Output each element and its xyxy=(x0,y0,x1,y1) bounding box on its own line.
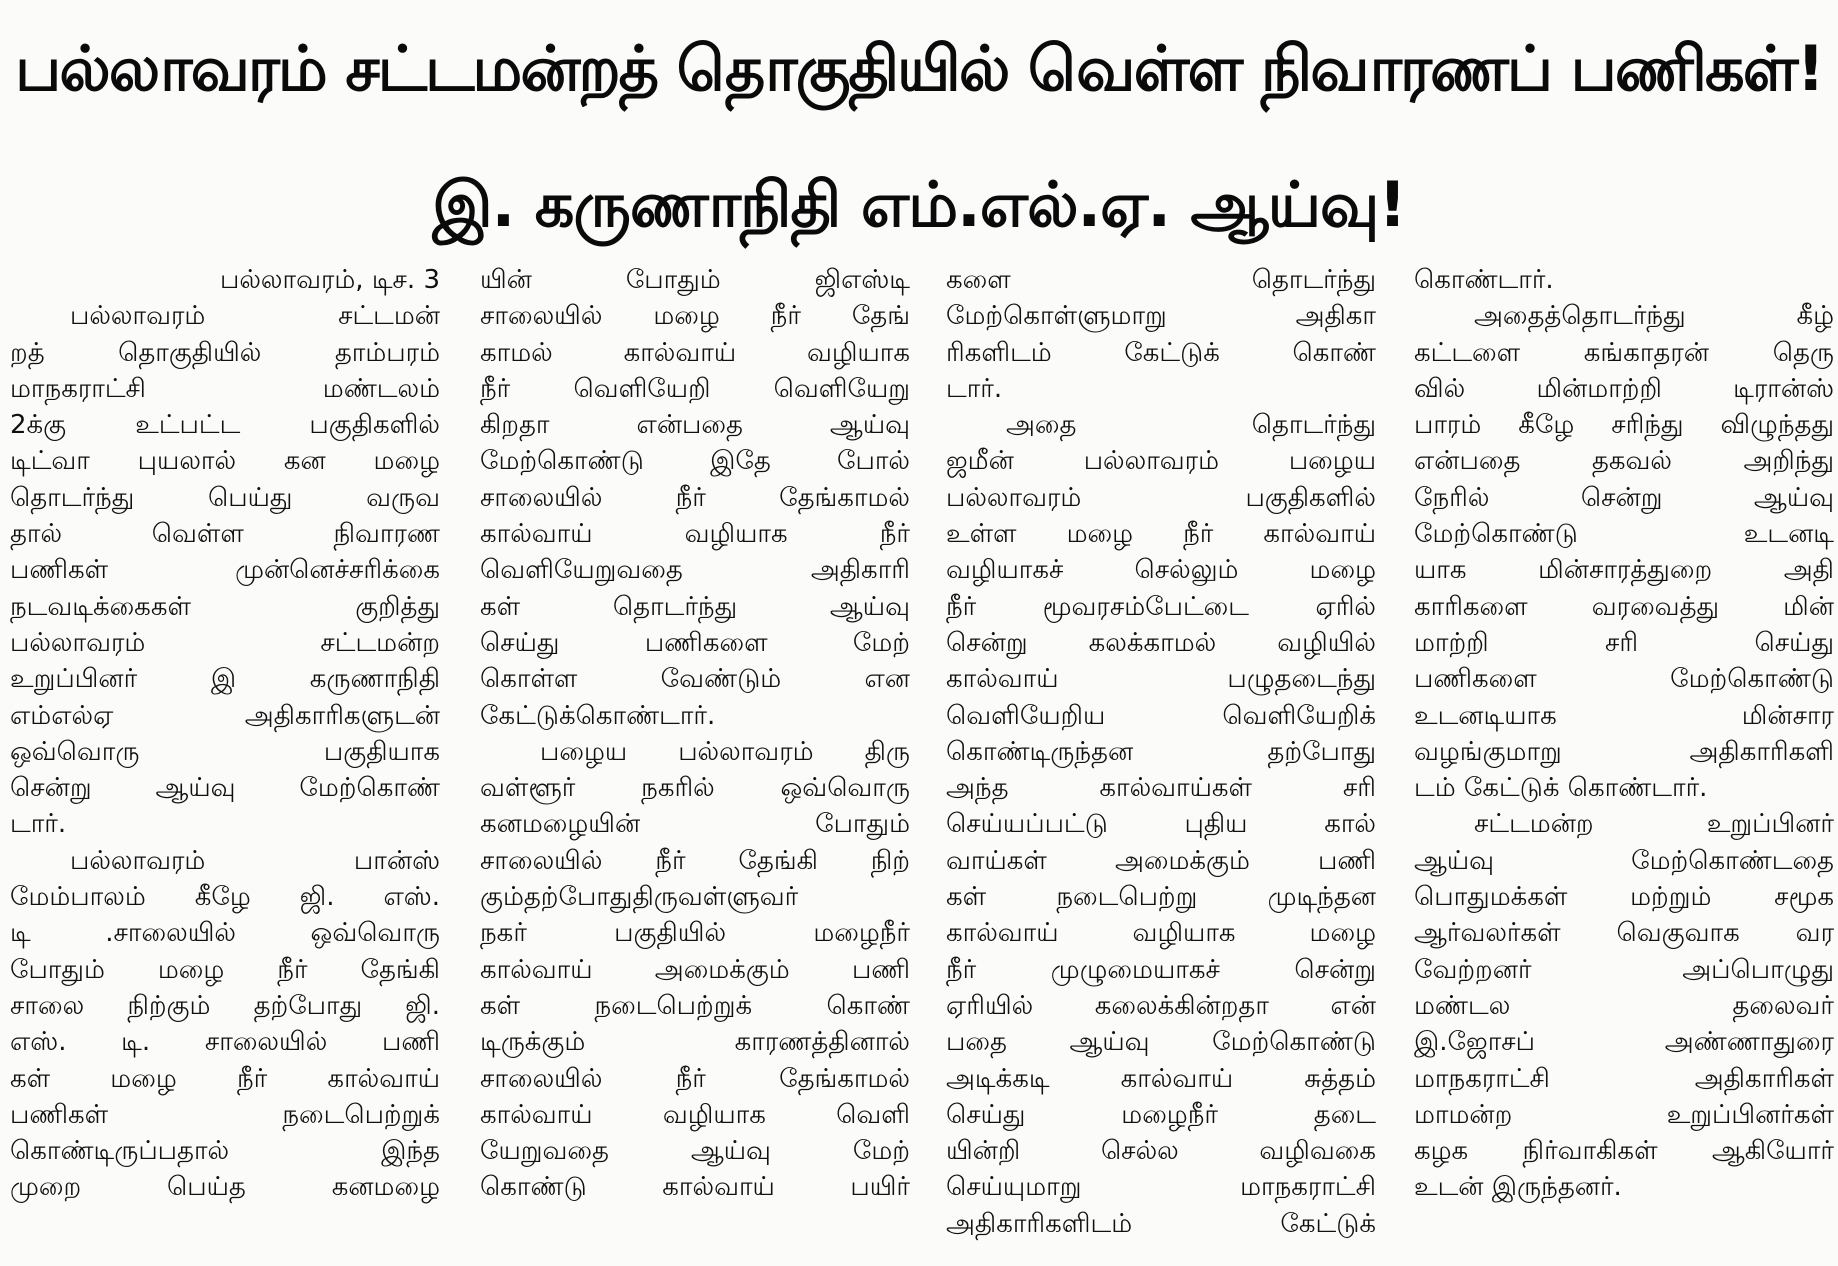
article-line: மாநகராட்சி மண்டலம் xyxy=(10,373,440,404)
article-line: உடன் இருந்தனர். xyxy=(1414,1172,1622,1203)
article-line: என்பதை தகவல் அறிந்து xyxy=(1414,446,1834,477)
article-line: அதை தொடர்ந்து xyxy=(1006,410,1376,441)
article-line: கனமழையின் போதும் xyxy=(480,809,910,840)
article-line: மேம்பாலம் கீழே ஜி. எஸ். xyxy=(10,882,440,913)
article-column-2 xyxy=(480,262,910,1258)
article-line: ஆர்வலர்கள் வெகுவாக வர xyxy=(1414,918,1834,949)
article-line: பணிகளை மேற்கொண்டு xyxy=(1414,664,1834,695)
subheadline: இ. கருணாநிதி எம்.எல்.ஏ. ஆய்வு! xyxy=(432,168,1406,241)
article-line: டிட்வா புயலால் கன மழை xyxy=(10,446,440,477)
article-line: கழக நிர்வாகிகள் ஆகியோர் xyxy=(1414,1136,1834,1167)
article-line: நகர் பகுதியில் மழைநீர் xyxy=(480,918,910,949)
article-line: பல்லாவரம் பான்ஸ் xyxy=(70,845,440,876)
article-line: போதும் மழை நீர் தேங்கி xyxy=(10,954,440,985)
article-column-1 xyxy=(10,262,440,1258)
article-line: அதைத்தொடர்ந்து கீழ் xyxy=(1474,301,1834,332)
article-line: வழங்குமாறு அதிகாரிகளி xyxy=(1414,736,1834,767)
article-line: கால்வாய் வழியாக நீர் xyxy=(480,519,910,550)
article-line: பல்லாவரம் சட்டமன்ற xyxy=(10,627,440,658)
article-line: கால்வாய் அமைக்கும் பணி xyxy=(480,954,910,985)
article-line: யேறுவதை ஆய்வு மேற் xyxy=(480,1136,910,1167)
article-line: பல்லாவரம் சட்டமன் xyxy=(70,301,440,332)
article-line: டி .சாலையில் ஒவ்வொரு xyxy=(10,918,440,949)
article-line: பொதுமக்கள் மற்றும் சமூக xyxy=(1414,882,1834,913)
article-line: சாலையில் நீர் தேங்கி நிற் xyxy=(480,845,910,876)
article-line: கொள்ள வேண்டும் என xyxy=(480,664,910,695)
article-line: கும்தற்போதுதிருவள்ளுவர் xyxy=(480,882,799,913)
article-line: மண்டல தலைவர் xyxy=(1414,990,1834,1021)
article-line: நேரில் சென்று ஆய்வு xyxy=(1414,482,1834,513)
article-line: வெளியேறிய வெளியேறிக் xyxy=(946,700,1376,731)
article-line: நீர் முழுமையாகச் சென்று xyxy=(946,954,1376,985)
article-line: வெளியேறுவதை அதிகாரி xyxy=(480,555,910,586)
headline: பல்லாவரம் சட்டமன்றத் தொகுதியில் வெள்ள நிவாரணப் பணிகள்! xyxy=(15,32,1823,105)
article-line: கொண்டு கால்வாய் பயிர் xyxy=(480,1172,910,1203)
article-line: கள் மழை நீர் கால்வாய் xyxy=(10,1063,440,1094)
article-line: ஒவ்வொரு பகுதியாக xyxy=(10,736,440,767)
article-line: டார். xyxy=(946,373,1003,404)
article-line: பல்லாவரம் பகுதிகளில் xyxy=(946,482,1376,513)
article-line: காரிகளை வரவைத்து மின் xyxy=(1414,591,1834,622)
article-line: நீர் மூவரசம்பேட்டை ஏரில் xyxy=(946,591,1376,622)
article-line: ரிகளிடம் கேட்டுக் கொண் xyxy=(946,337,1376,368)
article-line: செய்யுமாறு மாநகராட்சி xyxy=(946,1172,1376,1203)
article-line: காமல் கால்வாய் வழியாக xyxy=(480,337,910,368)
article-line: மாற்றி சரி செய்து xyxy=(1414,627,1834,658)
article-line: கட்டளை கங்காதரன் தெரு xyxy=(1414,337,1834,368)
article-line: அடிக்கடி கால்வாய் சுத்தம் xyxy=(946,1063,1376,1094)
article-line: யின்றி செல்ல வழிவகை xyxy=(946,1136,1376,1167)
article-line: 2க்கு உட்பட்ட பகுதிகளில் xyxy=(10,410,440,441)
article-line: வேற்றனர் அப்பொழுது xyxy=(1414,954,1834,985)
article-line: மேற்கொள்ளுமாறு அதிகா xyxy=(946,301,1376,332)
article-line: கள் நடைபெற்று முடிந்தன xyxy=(946,882,1376,913)
article-line: கொண்டார். xyxy=(1414,265,1554,295)
article-line: வழியாகச் செல்லும் மழை xyxy=(946,555,1376,586)
article-line: நீர் வெளியேறி வெளியேறு xyxy=(480,373,910,404)
article-line: ஏரியில் கலைக்கின்றதா என் xyxy=(946,990,1376,1021)
article-line: உறுப்பினர் இ கருணாநிதி xyxy=(10,664,440,695)
article-line: மாநகராட்சி அதிகாரிகள் xyxy=(1414,1063,1834,1094)
article-line: டம் கேட்டுக் கொண்டார். xyxy=(1414,773,1708,804)
article-line: களை தொடர்ந்து xyxy=(946,265,1376,295)
article-line: மேற்கொண்டு உடனடி xyxy=(1414,519,1834,550)
article-line: யின் போதும் ஜிஎஸ்டி xyxy=(480,265,910,295)
article-line: செய்யப்பட்டு புதிய கால் xyxy=(946,809,1376,840)
article-line: ஆய்வு மேற்கொண்டதை xyxy=(1414,845,1834,876)
article-line: கிறதா என்பதை ஆய்வு xyxy=(480,410,910,441)
article-line: பதை ஆய்வு மேற்கொண்டு xyxy=(946,1027,1376,1058)
article-line: சென்று ஆய்வு மேற்கொண் xyxy=(10,773,440,804)
article-line: கால்வாய் வழியாக மழை xyxy=(946,918,1376,949)
article-line: கால்வாய் பழுதடைந்து xyxy=(946,664,1376,695)
article-line: எஸ். டி. சாலையில் பணி xyxy=(10,1027,440,1058)
article-line: முறை பெய்த கனமழை xyxy=(10,1172,440,1203)
article-line: உள்ள மழை நீர் கால்வாய் xyxy=(946,519,1376,550)
article-line: சென்று கலக்காமல் வழியில் xyxy=(946,627,1376,658)
article-line: யாக மின்சாரத்துறை அதி xyxy=(1414,555,1834,586)
article-line: எம்எல்ஏ அதிகாரிகளுடன் xyxy=(10,700,440,731)
article-line: தொடர்ந்து பெய்து வருவ xyxy=(10,482,440,513)
article-line: சாலை நிற்கும் தற்போது ஜி. xyxy=(10,990,440,1021)
article-column-3 xyxy=(946,262,1376,1258)
article-line: ஜமீன் பல்லாவரம் பழைய xyxy=(946,446,1376,477)
article-line: அதிகாரிகளிடம் கேட்டுக் xyxy=(946,1208,1376,1239)
article-line: செய்து மழைநீர் தடை xyxy=(946,1099,1376,1130)
article-line: மாமன்ற உறுப்பினர்கள் xyxy=(1414,1099,1834,1130)
article-line: பல்லாவரம், டிச. 3 xyxy=(219,265,440,295)
article-line: றத் தொகுதியில் தாம்பரம் xyxy=(10,337,440,368)
article-line: டிருக்கும் காரணத்தினால் xyxy=(480,1027,910,1058)
article-line: சாலையில் நீர் தேங்காமல் xyxy=(480,482,910,513)
article-line: இ.ஜோசப் அண்ணாதுரை xyxy=(1414,1027,1834,1058)
article-line: பழைய பல்லாவரம் திரு xyxy=(540,736,910,767)
article-line: டார். xyxy=(10,809,67,840)
article-line: கால்வாய் வழியாக வெளி xyxy=(480,1099,910,1130)
article-line: சாலையில் மழை நீர் தேங் xyxy=(480,301,910,332)
article-line: பணிகள் முன்னெச்சரிக்கை xyxy=(10,555,440,586)
article-line: பாரம் கீழே சரிந்து விழுந்தது xyxy=(1414,410,1834,441)
article-line: கள் நடைபெற்றுக் கொண் xyxy=(480,990,910,1021)
article-line: அந்த கால்வாய்கள் சரி xyxy=(946,773,1376,804)
article-line: பணிகள் நடைபெற்றுக் xyxy=(10,1099,440,1130)
article-line: வாய்கள் அமைக்கும் பணி xyxy=(946,845,1376,876)
article-line: மேற்கொண்டு இதே போல் xyxy=(480,446,910,477)
article-line: கேட்டுக்கொண்டார். xyxy=(480,700,716,731)
article-line: நடவடிக்கைகள் குறித்து xyxy=(10,591,440,622)
article-line: உடனடியாக மின்சார xyxy=(1414,700,1834,731)
article-line: கொண்டிருந்தன தற்போது xyxy=(946,736,1376,767)
article-line: சட்டமன்ற உறுப்பினர் xyxy=(1474,809,1834,840)
article-line: வில் மின்மாற்றி டிரான்ஸ் xyxy=(1414,373,1834,404)
article-line: கொண்டிருப்பதால் இந்த xyxy=(10,1136,440,1167)
article-line: சாலையில் நீர் தேங்காமல் xyxy=(480,1063,910,1094)
article-column-4 xyxy=(1414,262,1834,1258)
article-line: தால் வெள்ள நிவாரண xyxy=(10,519,440,550)
article-line: வள்ளூர் நகரில் ஒவ்வொரு xyxy=(480,773,910,804)
article-line: கள் தொடர்ந்து ஆய்வு xyxy=(480,591,910,622)
article-line: செய்து பணிகளை மேற் xyxy=(480,627,910,658)
